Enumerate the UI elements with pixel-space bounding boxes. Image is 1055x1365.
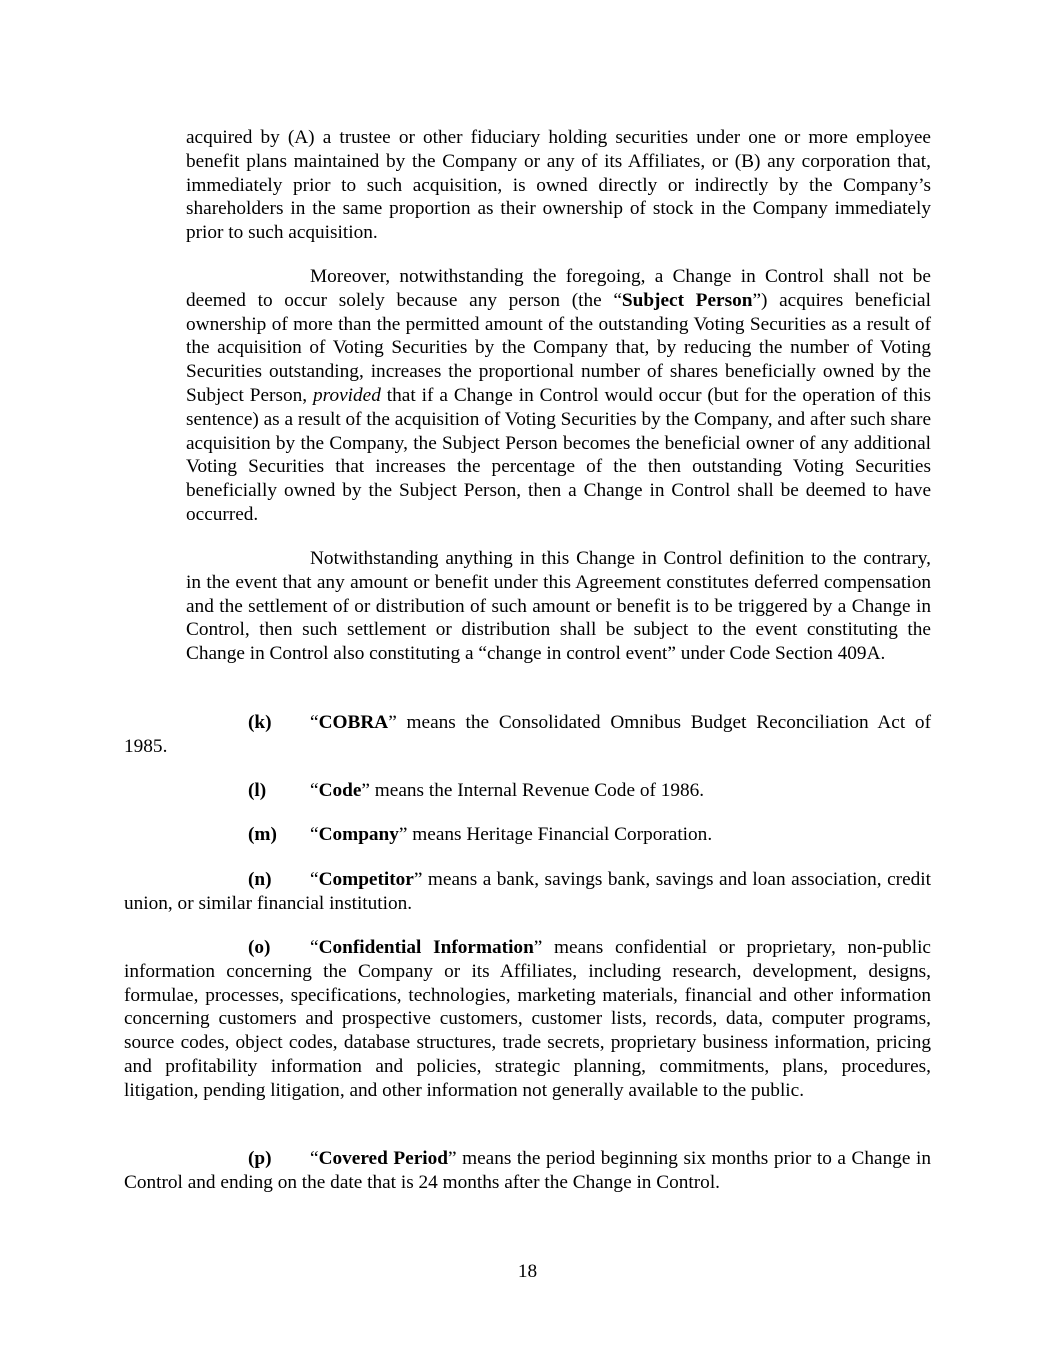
provided-italic: provided [313,384,381,406]
definition-o: (o) “Confidential Information” means confidential or proprietary, non-public information concerning the Company or its Affiliates, including research, development, designs, formulae, processes, specifications, technologies, marketing materials, financial and other information concerning customers and prospective customers, customer lists, records, data, computer programs, source codes, object codes, database structures, trade secrets, proprietary business information, pricing and profitability information and policies, strategic planning, commitments, plans, procedures, litigation, pending litigation, and other information not generally available to the public. [124,937,931,1101]
definition-term: COBRA [318,712,389,733]
definition-text: ” means a bank, savings bank, savings and loan association, credit union, or similar financial institution. [124,869,931,914]
definition-m: (m) “Company” means Heritage Financial Corporation. [248,824,713,845]
moreover-text-1: Moreover, notwithstanding the foregoing, a Change in Control shall not be deemed to occur solely because any person (the “ [186,266,931,311]
notwithstanding-paragraph: Notwithstanding anything in this Change in Control definition to the contrary, in the event that any amount or benefit under this Agreement constitutes deferred compensation and the settlement of or distribution of such amount or benefit is to be triggered by a Change in Control, then such settlement or distribution shall be subject to the event constituting the Change in Control also constituting a “change in control event” under Code Section 409A. [186,548,931,665]
moreover-text-3: that if a Change in Control would occur (but for the operation of this sentence) as a result of the acquisition of Voting Securities by the Company, and after such share acquisition by the Company, the Subject Person becomes the beneficial owner of any additional Voting Securities that increases the percentage of the then outstanding Voting Securities beneficially owned by the Subject Person, then a Change in Control shall be deemed to have occurred. [186,384,931,525]
definition-n: (n) “Competitor” means a bank, savings bank, savings and loan association, credit union, or similar financial institution. [124,869,931,914]
definition-p: (p) “Covered Period” means the period beginning six months prior to a Change in Control and ending on the date that is 24 months after the Change in Control. [124,1148,931,1193]
definition-term: Code [318,780,362,801]
page-number: 18 [517,1261,538,1282]
definition-text: ” means the period beginning six months prior to a Change in Control and ending on the date that is 24 months after the Change in Control. [124,1148,931,1193]
definition-tag: (k) [248,712,272,733]
definition-k: (k) “COBRA” means the Consolidated Omnibus Budget Reconciliation Act of 1985. [124,712,931,757]
definition-l: (l) “Code” means the Internal Revenue Code of 1986. [248,780,705,801]
definition-term: Confidential Information [318,937,534,958]
definition-tag: (m) [248,824,277,845]
definition-tag: (l) [248,780,267,801]
moreover-paragraph [186,265,931,527]
definition-text: ” means confidential or proprietary, non-public information concerning the Company or its Affiliates, including research, development, designs, formulae, processes, specifications, technologies, marketing materials, financial and other information concerning customers and prospective customers, customer lists, records, data, computer programs, source codes, object codes, database structures, trade secrets, proprietary business information, pricing and profitability information and policies, strategic planning, commitments, plans, procedures, litigation, pending litigation, and other information not generally available to the public. [124,937,931,1101]
definition-tag: (o) [248,937,271,958]
definition-tag: (n) [248,869,272,890]
continuation-paragraph: acquired by (A) a trustee or other fiduciary holding securities under one or more employee benefit plans maintained by the Company or any of its Affiliates, or (B) any corporation that, immediately prior to such acquisition, is owned directly or indirectly by the Company’s shareholders in the same proportion as their ownership of stock in the Company immediately prior to such acquisition. [186,127,931,244]
definition-text: ” means Heritage Financial Corporation. [398,824,713,845]
definition-tag: (p) [248,1148,272,1169]
definition-term: Company [318,824,399,845]
definition-text: ” means the Internal Revenue Code of 1986. [361,780,705,801]
definition-term: Competitor [318,869,414,890]
definition-term: Covered Period [318,1148,448,1169]
moreover-text-2: ”) acquires beneficial ownership of more than the permitted amount of the outstanding Voting Securities as a result of the acquisition of Voting Securities by the Company that, by reducing the number of Voting Securities outstanding, increases the proportional number of shares beneficially owned by the Subject Person, [186,289,931,406]
definition-text: ” means the Consolidated Omnibus Budget Reconciliation Act of 1985. [124,712,931,757]
subject-person-term: Subject Person [621,289,753,311]
